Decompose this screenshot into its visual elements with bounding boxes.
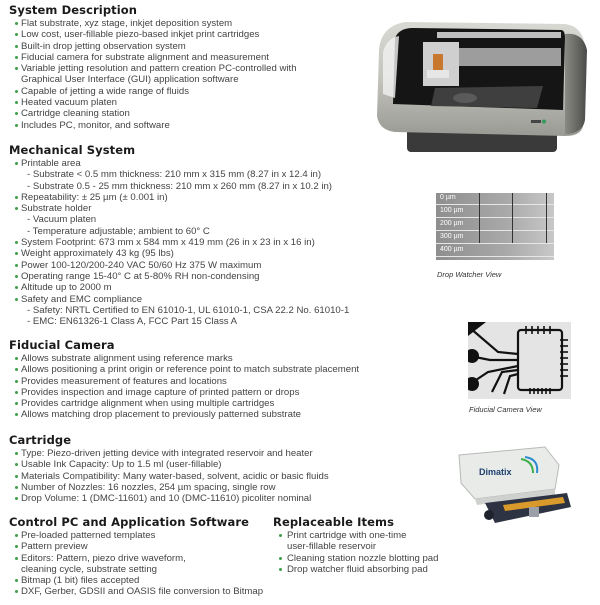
list-item: Fiducial camera for substrate alignment and measurement bbox=[9, 52, 297, 63]
list-item: System Footprint: 673 mm x 584 mm x 419 mm (26 in x 23 in x 16 in) bbox=[9, 237, 349, 248]
section-fiducial-camera bbox=[9, 339, 359, 421]
section-mechanical-system bbox=[9, 144, 349, 327]
list-item: Includes PC, monitor, and software bbox=[9, 120, 297, 131]
section-control-pc bbox=[9, 516, 263, 598]
feature-list bbox=[9, 158, 349, 327]
list-item: Heated vacuum platen bbox=[9, 97, 297, 108]
feature-list bbox=[273, 530, 438, 575]
list-item: Number of Nozzles: 16 nozzles, 254 µm spacing, single row bbox=[9, 482, 329, 493]
list-item-continuation: Graphical User Interface (GUI) application software bbox=[21, 74, 239, 86]
printer-image bbox=[365, 8, 597, 158]
list-item: Type: Piezo-driven jetting device with integrated reservoir and heater bbox=[9, 448, 329, 459]
list-item: Provides inspection and image capture of printed pattern or drops bbox=[9, 387, 359, 398]
list-item: Materials Compatibility: Many water-based, solvent, acidic or basic fluids bbox=[9, 471, 329, 482]
list-item: Pattern preview bbox=[9, 541, 263, 552]
section-heading: Replaceable Items bbox=[273, 515, 395, 529]
list-item: Capable of jetting a wide range of fluids bbox=[9, 86, 297, 97]
list-subitem: - Safety: NRTL Certified to EN 61010-1, UL 61010-1, CSA 22.2 No. 61010-1 bbox=[27, 304, 350, 316]
feature-list bbox=[9, 18, 297, 131]
list-subitem: - Temperature adjustable; ambient to 60° C bbox=[27, 225, 210, 237]
fiducial-camera-image bbox=[468, 322, 571, 399]
list-item: Repeatability: ± 25 µm (± 0.001 in) bbox=[9, 192, 349, 203]
scale-label: 400 µm bbox=[440, 246, 464, 253]
list-subitem: - Substrate 0.5 - 25 mm thickness: 210 mm x 260 mm (8.27 in x 10.2 in) bbox=[27, 180, 332, 192]
feature-list bbox=[9, 353, 359, 421]
section-system-description bbox=[9, 4, 297, 131]
list-item: Provides cartridge alignment when using multiple cartridges bbox=[9, 398, 359, 409]
list-item: Cartridge cleaning station bbox=[9, 108, 297, 119]
list-item: Built-in drop jetting observation system bbox=[9, 41, 297, 52]
cartridge-brand: Dimatix bbox=[479, 467, 512, 477]
drop-watcher-image bbox=[436, 193, 554, 260]
list-item: Bitmap (1 bit) files accepted bbox=[9, 575, 263, 586]
section-heading: Fiducial Camera bbox=[9, 338, 115, 352]
list-item: Printable area bbox=[9, 158, 349, 169]
list-item: Print cartridge with one-time bbox=[273, 530, 438, 541]
list-item: Drop watcher fluid absorbing pad bbox=[273, 564, 438, 575]
scale-label: 100 µm bbox=[440, 207, 464, 214]
list-item: Altitude up to 2000 m bbox=[9, 282, 349, 293]
scale-label: 0 µm bbox=[440, 194, 456, 201]
list-item: Drop Volume: 1 (DMC-11601) and 10 (DMC-11610) picoliter nominal bbox=[9, 493, 329, 504]
scale-label: 200 µm bbox=[440, 220, 464, 227]
list-item: Substrate holder bbox=[9, 203, 349, 214]
list-item: DXF, Gerber, GDSII and OASIS file conversion to Bitmap bbox=[9, 586, 263, 597]
list-item: Usable Ink Capacity: Up to 1.5 ml (user-fillable) bbox=[9, 459, 329, 470]
list-item: Flat substrate, xyz stage, inkjet deposition system bbox=[9, 18, 297, 29]
drop-trail bbox=[512, 193, 513, 243]
list-item: Power 100-120/200-240 VAC 50/60 Hz 375 W maximum bbox=[9, 260, 349, 271]
list-subitem: - Substrate < 0.5 mm thickness: 210 mm x 315 mm (8.27 in x 12.4 in) bbox=[27, 169, 322, 181]
list-item: Variable jetting resolution and pattern creation PC-controlled with bbox=[9, 63, 297, 74]
drop-trail bbox=[479, 193, 480, 243]
list-item: Low cost, user-fillable piezo-based inkjet print cartridges bbox=[9, 29, 297, 40]
list-item: Allows substrate alignment using reference marks bbox=[9, 353, 359, 364]
drop-trail bbox=[546, 193, 547, 243]
list-item: Allows positioning a print origin or reference point to match substrate placement bbox=[9, 364, 359, 375]
cartridge-image bbox=[455, 443, 575, 533]
section-heading: System Description bbox=[9, 3, 138, 17]
list-item: Operating range 15-40° C at 5-80% RH non-condensing bbox=[9, 271, 349, 282]
list-item: Safety and EMC compliance bbox=[9, 294, 349, 305]
feature-list bbox=[9, 448, 329, 504]
list-subitem: - EMC: EN61326-1 Class A, FCC Part 15 Class A bbox=[27, 316, 238, 328]
fiducial-camera-caption: Fiducial Camera View bbox=[469, 405, 542, 414]
list-item: Editors: Pattern, piezo drive waveform, bbox=[9, 553, 263, 564]
section-heading: Control PC and Application Software bbox=[9, 515, 249, 529]
list-item: Allows matching drop placement to previously patterned substrate bbox=[9, 409, 359, 420]
section-heading: Mechanical System bbox=[9, 143, 136, 157]
section-cartridge bbox=[9, 434, 329, 504]
list-item: Provides measurement of features and locations bbox=[9, 376, 359, 387]
drop-watcher-caption: Drop Watcher View bbox=[437, 270, 502, 279]
list-item: Cleaning station nozzle blotting pad bbox=[273, 553, 438, 564]
list-subitem: - Vacuum platen bbox=[27, 214, 97, 226]
list-item: Weight approximately 43 kg (95 lbs) bbox=[9, 248, 349, 259]
feature-list bbox=[9, 530, 263, 598]
section-heading: Cartridge bbox=[9, 433, 72, 447]
list-item: Pre-loaded patterned templates bbox=[9, 530, 263, 541]
list-item-continuation: user-fillable reservoir bbox=[287, 541, 377, 553]
list-item-continuation: cleaning cycle, substrate setting bbox=[21, 563, 157, 575]
section-replaceable-items bbox=[273, 516, 438, 575]
scale-label: 300 µm bbox=[440, 233, 464, 240]
